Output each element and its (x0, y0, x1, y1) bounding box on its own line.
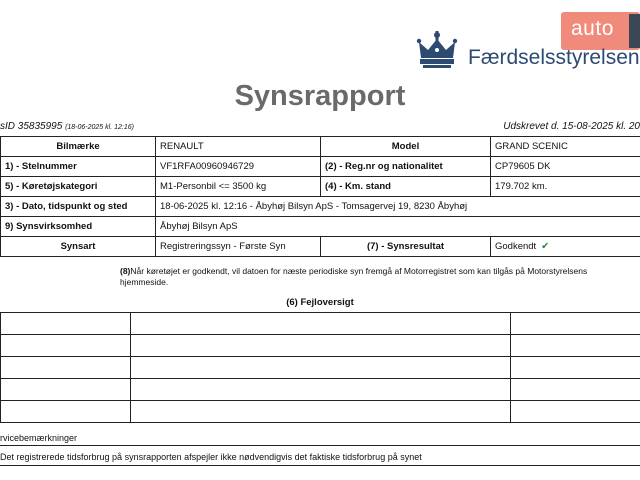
result-value: Godkendt (495, 241, 537, 252)
table-row (1, 335, 640, 357)
make-value: RENAULT (156, 137, 321, 157)
table-row (1, 401, 640, 423)
error-list-title: (6) Fejloversigt (286, 297, 354, 308)
table-row (1, 197, 640, 217)
make-header: Bilmærke (1, 137, 156, 157)
table-row (1, 177, 640, 197)
type-label: Synsart (1, 237, 156, 257)
table-row (1, 157, 640, 177)
result-cell (491, 237, 640, 257)
brand-name: Færdselsstyrelsen (468, 46, 640, 69)
divider (0, 465, 640, 466)
service-remarks-note: Det registrerede tidsforbrug på synsrapporten afspejler ikke nødvendigvis det faktiske tidsforbrug på synet (0, 452, 422, 462)
service-remarks-title: rvicebemærkninger (0, 433, 78, 443)
vin-label: 1) - Stelnummer (1, 157, 156, 177)
watermark-text: auto (571, 17, 614, 40)
km-value: 179.702 km. (491, 177, 640, 197)
type-value: Registreringssyn - Første Syn (156, 237, 321, 257)
print-date: Udskrevet d. 15-08-2025 kl. 20 (503, 121, 640, 132)
table-row (1, 313, 640, 335)
company-label: 9) Synsvirksomhed (1, 217, 156, 237)
crown-icon (415, 30, 459, 70)
reg-label: (2) - Reg.nr og nationalitet (321, 157, 491, 177)
approval-note: (8)Når køretøjet er godkendt, vil datoen for næste periodiske syn fremgå af Motorregistret som kan tilgås på Motorstyrelsens hjemmeside. (120, 266, 588, 287)
table-row (1, 137, 640, 157)
date-value: 18-06-2025 kl. 12:16 - Åbyhøj Bilsyn ApS - Tomsagervej 19, 8230 Åbyhøj (156, 197, 640, 217)
category-label: 5) - Køretøjskategori (1, 177, 156, 197)
divider (0, 445, 640, 446)
table-row (1, 357, 640, 379)
synsid: sID 35835995 (18-06-2025 kl. 12:16) (0, 121, 134, 132)
reg-value: CP79605 DK (491, 157, 640, 177)
error-table (0, 312, 640, 423)
watermark-tab (629, 14, 640, 48)
model-header: Model (321, 137, 491, 157)
category-value: M1-Personbil <= 3500 kg (156, 177, 321, 197)
table-row (1, 217, 640, 237)
result-label: (7) - Synsresultat (321, 237, 491, 257)
checkmark-icon: ✔ (541, 241, 550, 252)
model-value: GRAND SCENIC (491, 137, 640, 157)
company-value: Åbyhøj Bilsyn ApS (156, 217, 640, 237)
vehicle-table (0, 136, 640, 257)
table-row (1, 237, 640, 257)
table-row (1, 379, 640, 401)
vin-value: VF1RFA00960946729 (156, 157, 321, 177)
km-label: (4) - Km. stand (321, 177, 491, 197)
page-title: Synsrapport (234, 80, 406, 112)
date-label: 3) - Dato, tidspunkt og sted (1, 197, 156, 217)
